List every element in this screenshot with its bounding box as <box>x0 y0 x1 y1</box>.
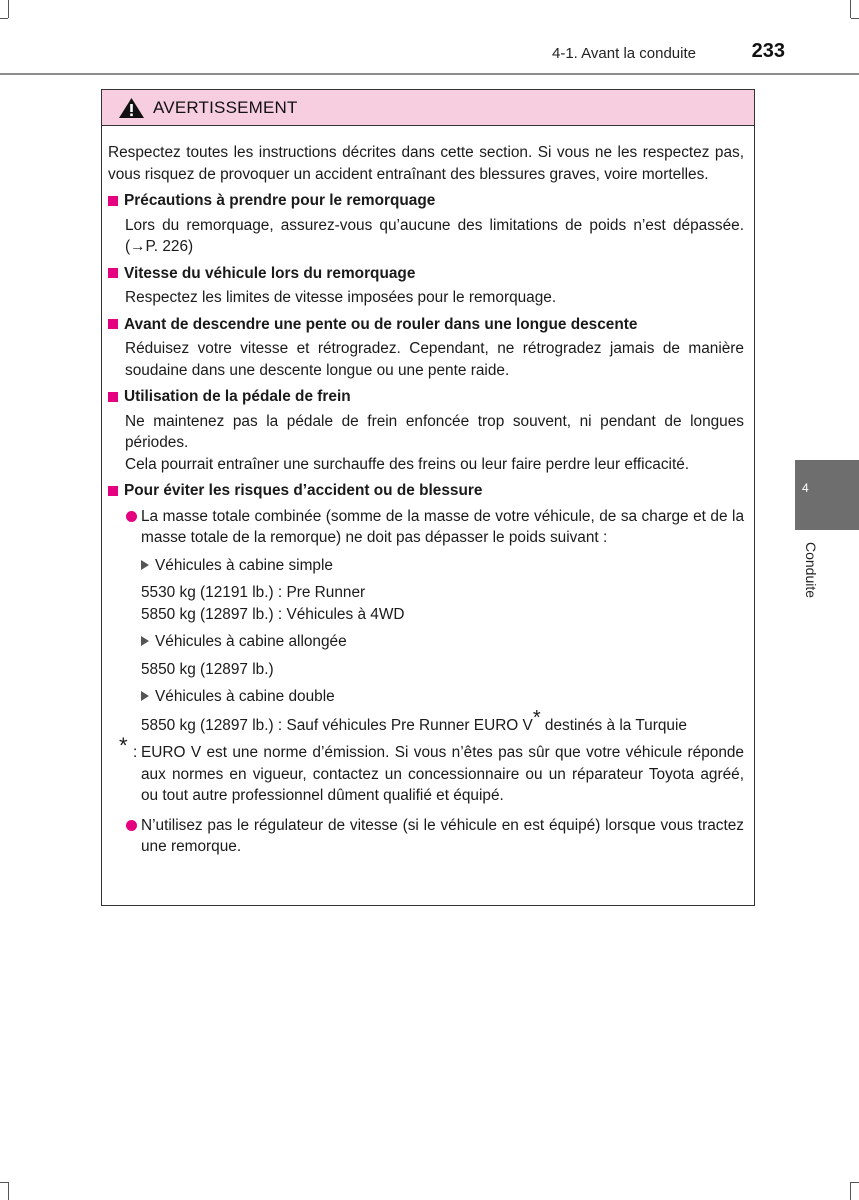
section-heading-text: Avant de descendre une pente ou de rouler dans une longue descente <box>124 315 638 333</box>
square-bullet-icon <box>108 486 118 496</box>
crop-mark <box>0 18 8 19</box>
sub-heading-text: Véhicules à cabine double <box>155 688 335 705</box>
footnote-colon: : <box>133 744 138 761</box>
square-bullet-icon <box>108 196 118 206</box>
weight-line <box>108 706 744 737</box>
chapter-label: Conduite <box>803 542 819 599</box>
page-number: 233 <box>751 40 785 62</box>
crop-mark <box>8 0 9 18</box>
section-heading-text: Pour éviter les risques d’accident ou de blessure <box>124 482 483 499</box>
crop-mark <box>0 1182 8 1183</box>
crop-mark <box>851 1182 859 1183</box>
warning-title: AVERTISSEMENT <box>153 97 298 117</box>
sub-heading <box>108 555 744 577</box>
list-item <box>108 815 744 858</box>
circle-bullet-icon <box>126 820 137 831</box>
chapter-number: 4 <box>802 481 809 495</box>
crop-mark <box>850 0 851 18</box>
chapter-tab <box>795 460 859 530</box>
crop-mark <box>850 1182 851 1200</box>
section-heading <box>108 480 744 502</box>
header-rule <box>0 73 859 75</box>
section-text: Lors du remorquage, assurez-vous qu’aucune des limitations de poids n’est dépassée. (→P. 226) <box>125 216 744 255</box>
warning-triangle-icon <box>118 97 145 119</box>
weight-line: 5850 kg (12897 lb.) <box>141 660 274 678</box>
section-text: Cela pourrait entraîner une surchauffe des freins ou leur faire perdre leur efficacité. <box>125 455 690 473</box>
footnote-marker: * <box>532 706 541 729</box>
section-text: Respectez les limites de vitesse imposées pour le remorquage. <box>125 289 557 306</box>
triangle-bullet-icon <box>141 691 149 701</box>
footnote-text: EURO V est une norme d’émission. Si vous n’êtes pas sûr que votre véhicule réponde aux normes en vigueur, contactez un concessionnaire ou un réparateur Toyota agréé, ou tout autre professionnel dûment qualifié et équipé. <box>141 744 744 804</box>
weight-line: 5850 kg (12897 lb.) : Véhicules à 4WD <box>141 605 405 623</box>
list-item <box>108 506 744 549</box>
list-item-text: La masse totale combinée (somme de la masse de votre véhicule, de sa charge et de la masse totale de la remorque) ne doit pas dépasser le poids suivant : <box>141 507 744 546</box>
square-bullet-icon <box>108 319 118 329</box>
sub-heading-text: Véhicules à cabine simple <box>155 556 333 574</box>
circle-bullet-icon <box>126 511 137 522</box>
crop-mark <box>8 1182 9 1200</box>
section-heading <box>108 314 744 336</box>
weight-line-text: destinés à la Turquie <box>540 716 687 734</box>
section-heading-text: Utilisation de la pédale de frein <box>124 388 351 405</box>
section-heading <box>108 190 744 212</box>
triangle-bullet-icon <box>141 560 149 570</box>
weight-line: 5530 kg (12191 lb.) : Pre Runner <box>141 584 366 601</box>
sub-heading <box>108 631 744 653</box>
section-heading-text: Vitesse du véhicule lors du remorquage <box>124 264 416 282</box>
sub-heading-text: Véhicules à cabine allongée <box>155 633 347 650</box>
section-title: 4-1. Avant la conduite <box>552 45 696 62</box>
section-text: Ne maintenez pas la pédale de frein enfoncée trop souvent, ni pendant de longues périodes. <box>125 412 744 451</box>
section-text: Réduisez votre vitesse et rétrogradez. Cependant, ne rétrogradez jamais de manière soudaine dans une descente longue ou une pente raide. <box>125 340 744 379</box>
warning-intro: Respectez toutes les instructions décrites dans cette section. Si vous ne les respectez pas, vous risquez de provoquer un accident entraînant des blessures graves, voire mortelles. <box>108 144 744 183</box>
crop-mark <box>851 18 859 19</box>
warning-box <box>101 89 755 906</box>
warning-header <box>102 90 754 126</box>
weight-line-text: 5850 kg (12897 lb.) : Sauf véhicules Pre Runner EURO V <box>141 716 533 734</box>
warning-body <box>102 126 754 858</box>
square-bullet-icon <box>108 392 118 402</box>
section-heading <box>108 386 744 408</box>
list-item-text: N’utilisez pas le régulateur de vitesse (si le véhicule en est équipé) lorsque vous tractez une remorque. <box>141 816 744 855</box>
footnote-star: * <box>119 733 128 758</box>
sub-heading <box>108 686 744 708</box>
triangle-bullet-icon <box>141 636 149 646</box>
square-bullet-icon <box>108 268 118 278</box>
section-heading-text: Précautions à prendre pour le remorquage <box>124 192 436 209</box>
section-heading <box>108 263 744 285</box>
footnote <box>108 733 744 807</box>
